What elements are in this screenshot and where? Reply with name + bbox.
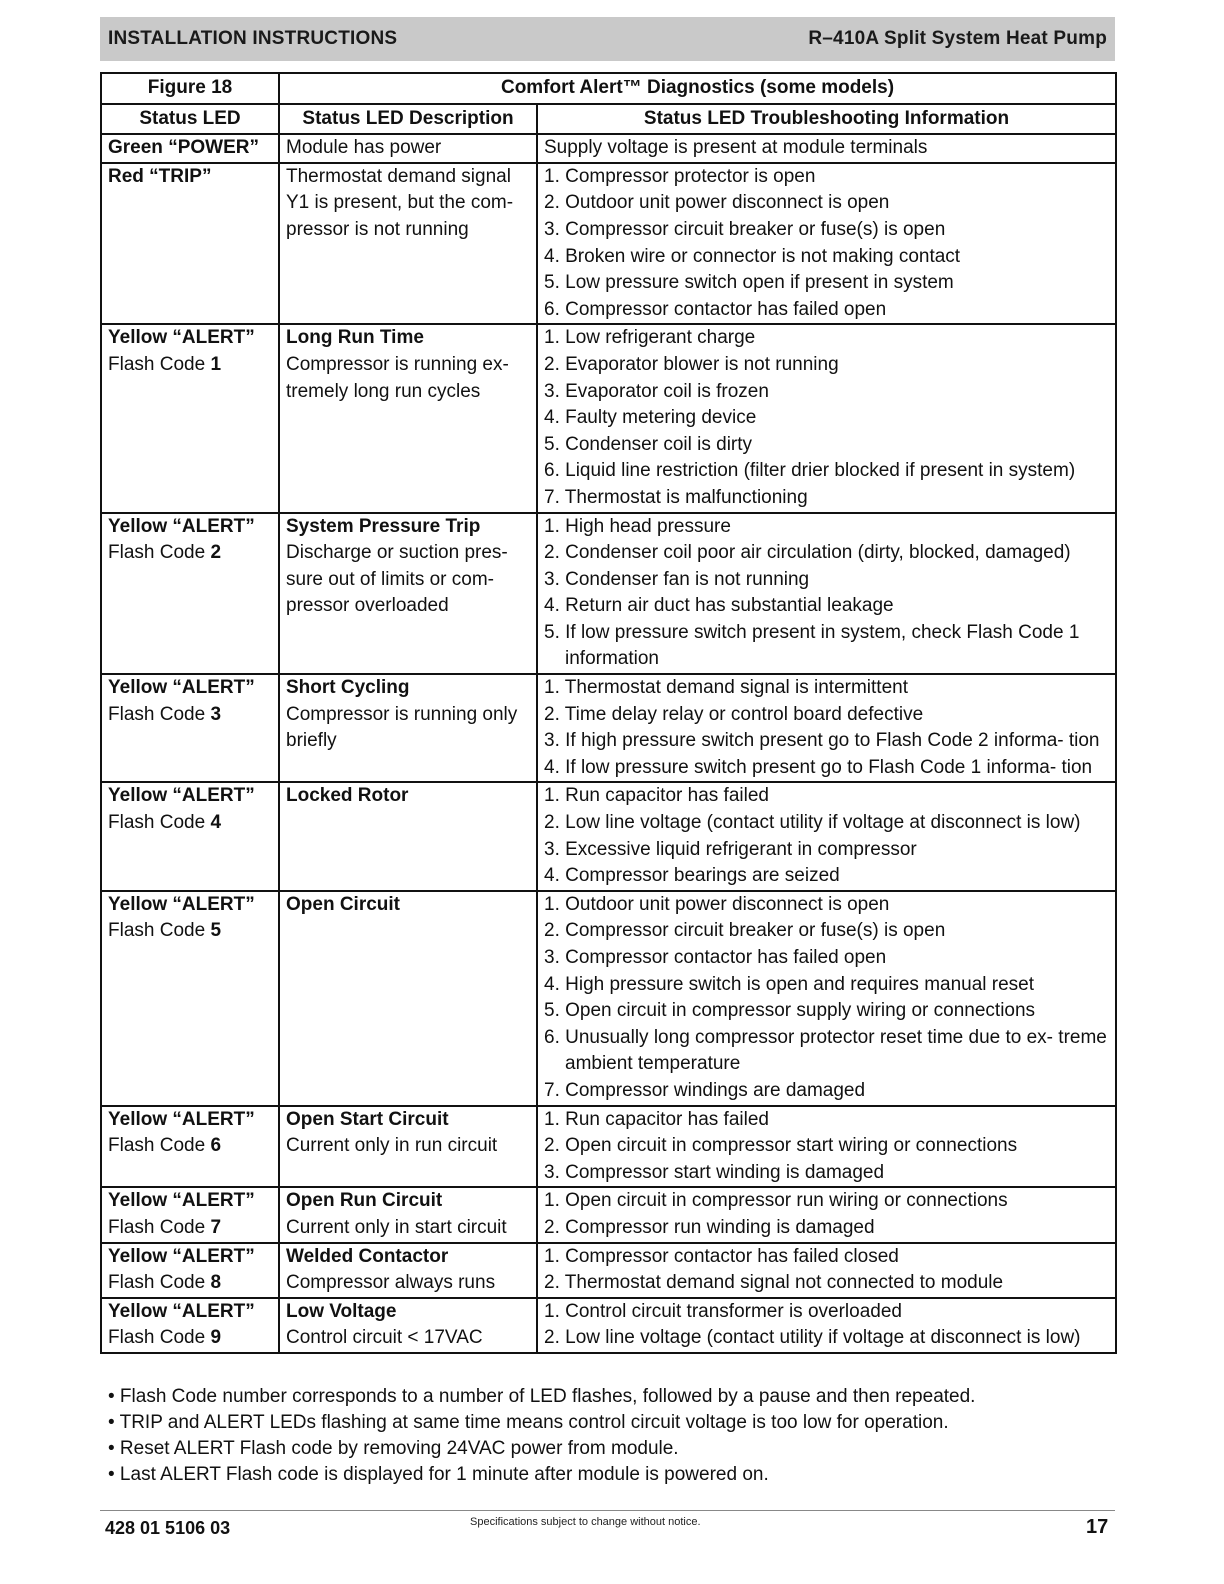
table-title: Comfort Alert™ Diagnostics (some models) xyxy=(279,73,1116,104)
status-led-cell xyxy=(101,1106,279,1188)
table-row xyxy=(101,891,1116,1106)
description-text: Thermostat demand signal Y1 is present, but the com- pressor is not running xyxy=(286,165,514,240)
flash-code-number: 2 xyxy=(210,542,222,564)
troubleshooting-item: 1. Run capacitor has failed xyxy=(544,1108,769,1130)
table-row xyxy=(101,1243,1116,1298)
description-cell xyxy=(279,1106,537,1188)
flash-code-label: Flash Code xyxy=(108,920,211,942)
flash-code-line xyxy=(108,1325,272,1352)
troubleshooting-cell xyxy=(537,782,1116,890)
description-text: Current only in start circuit xyxy=(286,1216,507,1238)
flash-code-label: Flash Code xyxy=(108,812,211,834)
status-led-name: Yellow “ALERT” xyxy=(108,677,255,699)
page-header-bar xyxy=(100,17,1115,61)
troubleshooting-item: 4. Return air duct has substantial leakage xyxy=(544,595,894,617)
table-title-row xyxy=(101,73,1116,104)
troubleshooting-cell xyxy=(537,674,1116,782)
figure-label: Figure 18 xyxy=(101,73,279,104)
status-led-cell xyxy=(101,513,279,675)
flash-code-number: 1 xyxy=(210,353,222,375)
table-row xyxy=(101,674,1116,782)
table-row xyxy=(101,1187,1116,1242)
status-led-name: Yellow “ALERT” xyxy=(108,327,255,349)
troubleshooting-item: 1. Open circuit in compressor run wiring or connections xyxy=(544,1190,1008,1212)
note-item: • Last ALERT Flash code is displayed for 1 minute after module is powered on. xyxy=(108,1464,769,1485)
status-led-name: Yellow “ALERT” xyxy=(108,785,255,807)
status-led-cell xyxy=(101,134,279,163)
flash-code-line xyxy=(108,540,272,567)
status-led-name: Yellow “ALERT” xyxy=(108,1245,255,1267)
troubleshooting-item: 2. Low line voltage (contact utility if voltage at disconnect is low) xyxy=(544,812,1081,834)
table-row xyxy=(101,1298,1116,1353)
troubleshooting-cell xyxy=(537,1298,1116,1353)
troubleshooting-item: 4. High pressure switch is open and requires manual reset xyxy=(544,973,1035,995)
troubleshooting-item: 5. Open circuit in compressor supply wiring or connections xyxy=(544,1000,1036,1022)
troubleshooting-item: 5. Condenser coil is dirty xyxy=(544,433,753,455)
description-text: Compressor is running only briefly xyxy=(286,703,518,752)
troubleshooting-item: 3. Compressor circuit breaker or fuse(s) is open xyxy=(544,218,946,240)
troubleshooting-item: 1. Control circuit transformer is overloaded xyxy=(544,1300,902,1322)
troubleshooting-item: 1. High head pressure xyxy=(544,515,731,537)
troubleshooting-cell xyxy=(537,134,1116,163)
flash-code-label: Flash Code xyxy=(108,1327,211,1349)
status-led-cell xyxy=(101,1298,279,1353)
table-row xyxy=(101,513,1116,675)
flash-code-label: Flash Code xyxy=(108,1135,211,1157)
status-led-name: Yellow “ALERT” xyxy=(108,1300,255,1322)
troubleshooting-item: 4. Broken wire or connector is not making contact xyxy=(544,245,961,267)
status-led-name: Yellow “ALERT” xyxy=(108,1190,255,1212)
troubleshooting-cell xyxy=(537,163,1116,325)
troubleshooting-cell xyxy=(537,1187,1116,1242)
description-cell xyxy=(279,163,537,325)
troubleshooting-item: 4. Faulty metering device xyxy=(544,407,757,429)
header-left-title: INSTALLATION INSTRUCTIONS xyxy=(108,28,398,49)
flash-code-line xyxy=(108,810,272,837)
footer-divider xyxy=(100,1510,1115,1511)
troubleshooting-item: 1. Compressor protector is open xyxy=(544,165,816,187)
troubleshooting-item: Supply voltage is present at module terminals xyxy=(544,137,928,159)
flash-code-label: Flash Code xyxy=(108,703,211,725)
troubleshooting-item: 2. Compressor run winding is damaged xyxy=(544,1216,875,1238)
page-number: 17 xyxy=(1086,1516,1109,1538)
troubleshooting-item: 1. Outdoor unit power disconnect is open xyxy=(544,893,890,915)
table-body xyxy=(101,134,1116,1353)
troubleshooting-item: 3. If high pressure switch present go to Flash Code 2 informa- tion xyxy=(544,730,1100,752)
description-cell xyxy=(279,1243,537,1298)
troubleshooting-item: 2. Outdoor unit power disconnect is open xyxy=(544,192,890,214)
table-notes xyxy=(108,1384,1108,1488)
table-row xyxy=(101,134,1116,163)
description-text: Control circuit < 17VAC xyxy=(286,1327,483,1349)
flash-code-number: 5 xyxy=(210,920,222,942)
description-title: Long Run Time xyxy=(286,327,424,349)
flash-code-number: 6 xyxy=(210,1135,222,1157)
troubleshooting-item: 2. Open circuit in compressor start wiring or connections xyxy=(544,1135,1018,1157)
description-title: Welded Contactor xyxy=(286,1245,449,1267)
flash-code-line xyxy=(108,1270,272,1297)
status-led-name: Green “POWER” xyxy=(108,137,259,159)
flash-code-number: 7 xyxy=(210,1216,222,1238)
troubleshooting-item: 2. Evaporator blower is not running xyxy=(544,353,839,375)
table-row xyxy=(101,324,1116,512)
diagnostics-table xyxy=(100,72,1117,1354)
description-cell xyxy=(279,134,537,163)
description-cell xyxy=(279,782,537,890)
troubleshooting-item: 3. Compressor start winding is damaged xyxy=(544,1161,885,1183)
note-item: • Reset ALERT Flash code by removing 24VAC power from module. xyxy=(108,1438,679,1459)
description-cell xyxy=(279,324,537,512)
flash-code-label: Flash Code xyxy=(108,353,211,375)
troubleshooting-cell xyxy=(537,1106,1116,1188)
status-led-cell xyxy=(101,324,279,512)
description-title: System Pressure Trip xyxy=(286,515,481,537)
troubleshooting-item: 3. Condenser fan is not running xyxy=(544,568,810,590)
status-led-cell xyxy=(101,674,279,782)
table-row xyxy=(101,163,1116,325)
troubleshooting-item: 6. Compressor contactor has failed open xyxy=(544,298,887,320)
flash-code-line xyxy=(108,918,272,945)
troubleshooting-cell xyxy=(537,891,1116,1106)
description-text: Current only in run circuit xyxy=(286,1135,498,1157)
status-led-cell xyxy=(101,782,279,890)
document-number: 428 01 5106 03 xyxy=(105,1518,231,1538)
troubleshooting-item: 4. If low pressure switch present go to Flash Code 1 informa- tion xyxy=(544,756,1093,778)
description-title: Locked Rotor xyxy=(286,785,409,807)
flash-code-number: 3 xyxy=(210,703,222,725)
description-title: Low Voltage xyxy=(286,1300,397,1322)
description-title: Short Cycling xyxy=(286,677,410,699)
troubleshooting-item: 5. If low pressure switch present in system, check Flash Code 1 information xyxy=(544,621,1080,670)
troubleshooting-item: 2. Compressor circuit breaker or fuse(s) is open xyxy=(544,920,946,942)
flash-code-label: Flash Code xyxy=(108,1272,211,1294)
description-cell xyxy=(279,1298,537,1353)
troubleshooting-item: 4. Compressor bearings are seized xyxy=(544,865,840,887)
troubleshooting-cell xyxy=(537,513,1116,675)
note-item: • TRIP and ALERT LEDs flashing at same time means control circuit voltage is too low for operation. xyxy=(108,1412,949,1433)
troubleshooting-item: 1. Run capacitor has failed xyxy=(544,785,769,807)
footer-disclaimer: Specifications subject to change without notice. xyxy=(470,1516,701,1528)
troubleshooting-item: 7. Compressor windings are damaged xyxy=(544,1079,866,1101)
flash-code-number: 8 xyxy=(210,1272,222,1294)
troubleshooting-item: 6. Unusually long compressor protector reset time due to ex- treme ambient temperature xyxy=(544,1026,1107,1075)
flash-code-line xyxy=(108,352,272,379)
troubleshooting-item: 1. Compressor contactor has failed closed xyxy=(544,1245,899,1267)
flash-code-label: Flash Code xyxy=(108,1216,211,1238)
description-cell xyxy=(279,513,537,675)
flash-code-line xyxy=(108,702,272,729)
table-row xyxy=(101,1106,1116,1188)
troubleshooting-cell xyxy=(537,324,1116,512)
status-led-name: Yellow “ALERT” xyxy=(108,1108,255,1130)
troubleshooting-item: 5. Low pressure switch open if present in system xyxy=(544,272,954,294)
flash-code-number: 4 xyxy=(210,812,222,834)
troubleshooting-item: 2. Low line voltage (contact utility if voltage at disconnect is low) xyxy=(544,1327,1081,1349)
description-text: Discharge or suction pres- sure out of limits or com- pressor overloaded xyxy=(286,542,508,617)
column-header-description: Status LED Description xyxy=(279,104,537,135)
status-led-name: Yellow “ALERT” xyxy=(108,893,255,915)
troubleshooting-item: 3. Excessive liquid refrigerant in compressor xyxy=(544,838,917,860)
troubleshooting-item: 1. Low refrigerant charge xyxy=(544,327,756,349)
status-led-name: Red “TRIP” xyxy=(108,165,212,187)
description-text: Compressor is running ex- tremely long run cycles xyxy=(286,353,509,402)
description-cell xyxy=(279,1187,537,1242)
status-led-cell xyxy=(101,891,279,1106)
status-led-cell xyxy=(101,163,279,325)
troubleshooting-item: 2. Thermostat demand signal not connected to module xyxy=(544,1272,1004,1294)
description-title: Open Start Circuit xyxy=(286,1108,449,1130)
table-row xyxy=(101,782,1116,890)
status-led-cell xyxy=(101,1243,279,1298)
description-text: Module has power xyxy=(286,137,442,159)
note-item: • Flash Code number corresponds to a number of LED flashes, followed by a pause and then repeated. xyxy=(108,1386,976,1407)
troubleshooting-item: 2. Time delay relay or control board defective xyxy=(544,703,924,725)
troubleshooting-item: 1. Thermostat demand signal is intermittent xyxy=(544,677,908,699)
status-led-cell xyxy=(101,1187,279,1242)
troubleshooting-item: 7. Thermostat is malfunctioning xyxy=(544,486,808,508)
troubleshooting-item: 3. Evaporator coil is frozen xyxy=(544,380,769,402)
troubleshooting-item: 3. Compressor contactor has failed open xyxy=(544,947,887,968)
flash-code-label: Flash Code xyxy=(108,542,211,564)
flash-code-number: 9 xyxy=(210,1327,222,1349)
troubleshooting-item: 2. Condenser coil poor air circulation (dirty, blocked, damaged) xyxy=(544,542,1071,564)
table-header-row xyxy=(101,104,1116,135)
description-cell xyxy=(279,891,537,1106)
description-cell xyxy=(279,674,537,782)
status-led-name: Yellow “ALERT” xyxy=(108,515,255,537)
flash-code-line xyxy=(108,1133,272,1160)
flash-code-line xyxy=(108,1215,272,1242)
header-right-title: R–410A Split System Heat Pump xyxy=(808,28,1107,49)
troubleshooting-item: 6. Liquid line restriction (filter drier blocked if present in system) xyxy=(544,460,1076,482)
description-title: Open Run Circuit xyxy=(286,1190,443,1212)
description-title: Open Circuit xyxy=(286,893,401,915)
column-header-status-led: Status LED xyxy=(101,104,279,135)
troubleshooting-cell xyxy=(537,1243,1116,1298)
column-header-troubleshooting: Status LED Troubleshooting Information xyxy=(537,104,1116,135)
description-text: Compressor always runs xyxy=(286,1272,496,1294)
